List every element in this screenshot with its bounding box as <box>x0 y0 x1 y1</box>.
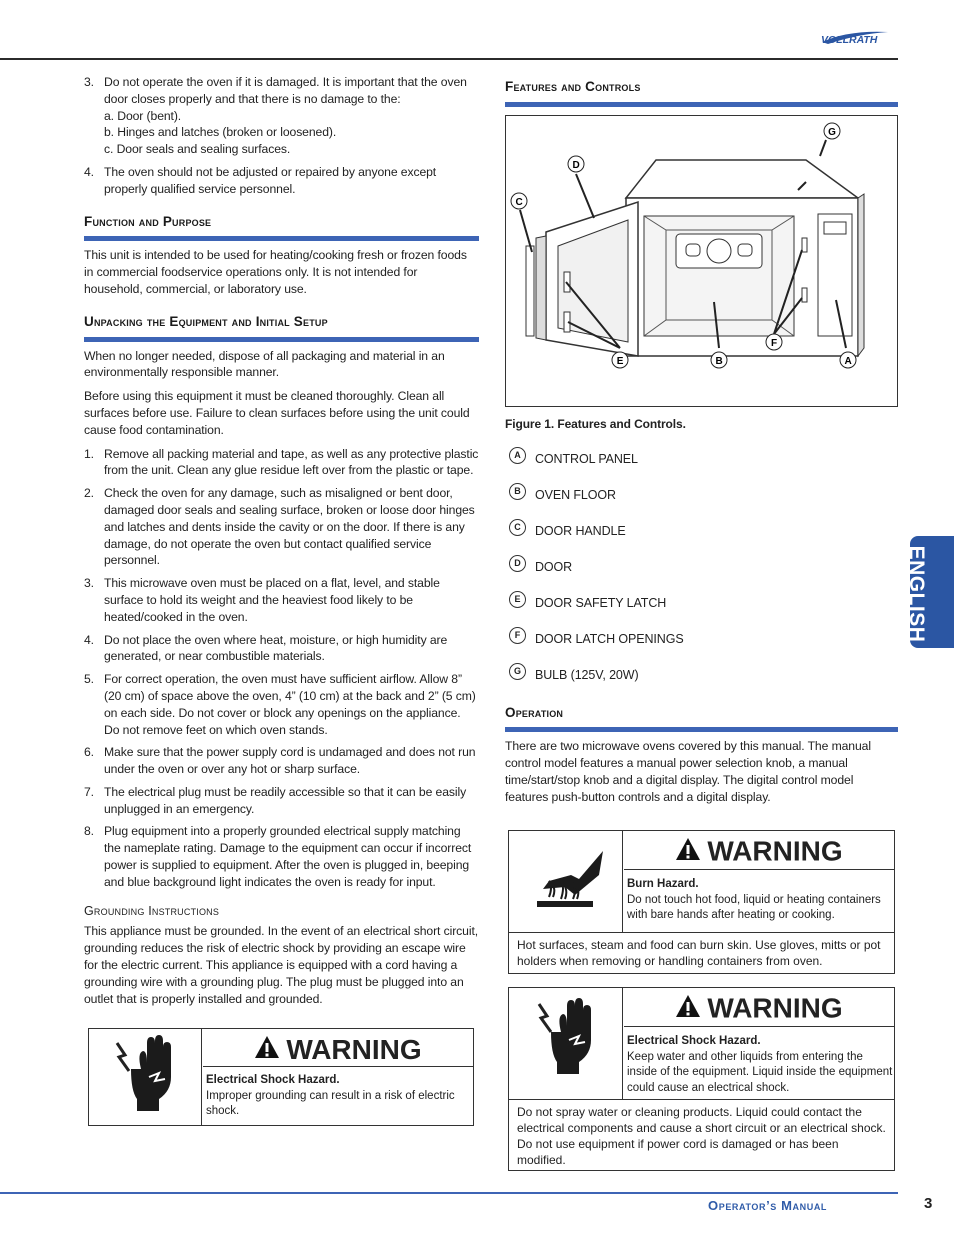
function-text: This unit is intended to be used for heating/cooking fresh or frozen foods in commercial foodservice operations only. It is not intended for household, commercial, or laboratory use. <box>84 248 467 296</box>
svg-text:F: F <box>770 337 778 349</box>
svg-text:D: D <box>572 159 580 171</box>
callout-d <box>568 156 584 172</box>
unpacking-paragraph: Before using this equipment it must be cleaned thoroughly. Clean all surfaces before use. Failure to clean surfaces before using the unit could cause food contamination. <box>84 389 470 437</box>
warning-triangle-icon <box>675 833 701 871</box>
language-tab <box>905 536 954 648</box>
legend-item: F DOOR LATCH OPENINGS <box>505 627 898 663</box>
footer-title: Operator’s Manual <box>708 1198 828 1213</box>
svg-text:C: C <box>515 196 523 208</box>
left-column <box>84 74 479 1014</box>
callout-f <box>766 334 782 350</box>
right-column <box>505 74 898 813</box>
shock-hazard-icon <box>89 1029 202 1125</box>
list-item: 4. The oven should not be adjusted or repaired by anyone except properly qualified service personnel. <box>84 164 437 196</box>
setup-list <box>84 446 479 891</box>
legend-item: D DOOR <box>505 555 898 591</box>
list-item: 1. Remove all packing material and tape, as well as any protective plastic from the unit. Clean any glue residue left over from the plastic or tape. <box>84 446 479 478</box>
warning-header: WARNING <box>203 1029 473 1067</box>
svg-text:VOLLRATH: VOLLRATH <box>821 34 878 46</box>
legend-item: B OVEN FLOOR <box>505 483 898 519</box>
burn-hazard-icon <box>509 831 623 932</box>
callout-e <box>612 352 628 368</box>
footer-rule <box>0 1192 898 1194</box>
warning-footer-text: Hot surfaces, steam and food can burn skin. Use gloves, mitts or pot holders when removing or handling containers from oven. <box>509 932 894 973</box>
warning-body: Electrical Shock Hazard. Improper grounding can result in a risk of electric shock. <box>206 1074 455 1117</box>
svg-text:G: G <box>828 126 836 138</box>
function-heading: Function and Purpose <box>84 214 479 242</box>
callout-c <box>511 193 527 209</box>
warning-triangle-icon <box>254 1031 280 1068</box>
operation-heading: Operation <box>505 705 898 733</box>
warning-box-liquids <box>508 987 895 1171</box>
list-item: 5. For correct operation, the oven must have sufficient airflow. Allow 8” (20 cm) of space above the oven, 4” (10 cm) at the back and 2” (5 cm) on each side. Do not cover or block any openings on the appliance. Do not remove feet on which oven stands. <box>84 672 476 737</box>
list-item: 3. This microwave oven must be placed on a flat, level, and stable surface to hold its weight and the heaviest food likely to be heated/cooked in the oven. <box>84 576 440 624</box>
legend-item: G BULB (125V, 20W) <box>505 663 898 699</box>
legend-item: E DOOR SAFETY LATCH <box>505 591 898 627</box>
language-tab-label: ENGLISH <box>905 545 928 643</box>
warning-header: WARNING <box>624 988 894 1027</box>
warning-triangle-icon <box>675 990 701 1028</box>
legend-item: C DOOR HANDLE <box>505 519 898 555</box>
vollrath-logo <box>818 28 892 48</box>
shock-hazard-icon <box>509 988 623 1099</box>
header-rule <box>0 58 898 60</box>
legend-item: A CONTROL PANEL <box>505 447 898 483</box>
figure-caption: Figure 1. Features and Controls. <box>505 416 686 431</box>
legend-list <box>505 447 898 699</box>
unpacking-heading: Unpacking the Equipment and Initial Setup <box>84 314 479 342</box>
operation-text: There are two microwave ovens covered by this manual. The manual control model features a manual power selection knob, a manual time/start/stop knob and a digital display. The digital control model features push-button controls and a digital display. <box>505 739 871 804</box>
list-item: 4. Do not place the oven where heat, moisture, or high humidity are generated, or near combustible materials. <box>84 632 448 664</box>
warning-box-burn <box>508 830 895 974</box>
warning-box-grounding <box>88 1028 474 1126</box>
svg-text:B: B <box>715 355 723 367</box>
svg-text:A: A <box>844 355 852 367</box>
list-item: 2. Check the oven for any damage, such as misaligned or bent door, damaged door seals and sealing surface, broken or loose door hinges and latches and dents inside the cavity or on the door. If there is any damage, do not operate the oven but contact qualified service personnel. <box>84 486 475 568</box>
list-item: 7. The electrical plug must be readily accessible so that it can be easily unplugged in an emergency. <box>84 784 467 816</box>
svg-text:E: E <box>616 355 624 367</box>
warning-body: Electrical Shock Hazard. Keep water and other liquids from entering the inside of the equipment. Liquid inside the equipment could cause an electrical shock. <box>627 1035 893 1094</box>
list-item: 3. Do not operate the oven if it is damaged. It is important that the oven door closes properly and that there is no damage to the: a. Door (bent). b. Hinges and latches (broken or loosened). c. Door seals and sealing surfaces. <box>84 75 467 157</box>
warning-header: WARNING <box>624 831 894 870</box>
page-number: 3 <box>924 1195 933 1212</box>
callout-g <box>824 123 840 139</box>
warning-body: Burn Hazard. Do not touch hot food, liquid or heating containers with bare hands after heating or cooking. <box>627 878 881 921</box>
callout-b <box>711 352 727 368</box>
grounding-heading: Grounding Instructions <box>84 903 220 918</box>
intro-list <box>84 74 479 198</box>
grounding-text: This appliance must be grounded. In the event of an electrical short circuit, grounding reduces the risk of electric shock by providing an escape wire for the electric current. This appliance is equipped with a cord having a grounding wire with a grounding plug. The plug must be plugged into an outlet that is properly installed and grounded. <box>84 924 479 1006</box>
microwave-illustration <box>506 116 896 406</box>
list-item: 8. Plug equipment into a properly grounded electrical supply matching the nameplate rating. Damage to the equipment can occur if incorrect power is supplied to equipment. After the oven is plugged in, beeping and blue background light indicates the oven is ready for input. <box>84 824 472 889</box>
unpacking-paragraph: When no longer needed, dispose of all packaging and material in an environmentally responsible manner. <box>84 348 445 380</box>
features-figure <box>505 115 898 407</box>
list-item: 6. Make sure that the power supply cord is undamaged and does not run under the oven or over any hot or sharp surface. <box>84 745 476 777</box>
warning-footer-text: Do not spray water or cleaning products. Liquid could contact the electrical components and cause a short circuit or an electrical shock. Do not use equipment if power cord is damaged or has been modified. <box>509 1099 894 1172</box>
callout-a <box>840 352 856 368</box>
features-heading: Features and Controls <box>505 79 898 107</box>
